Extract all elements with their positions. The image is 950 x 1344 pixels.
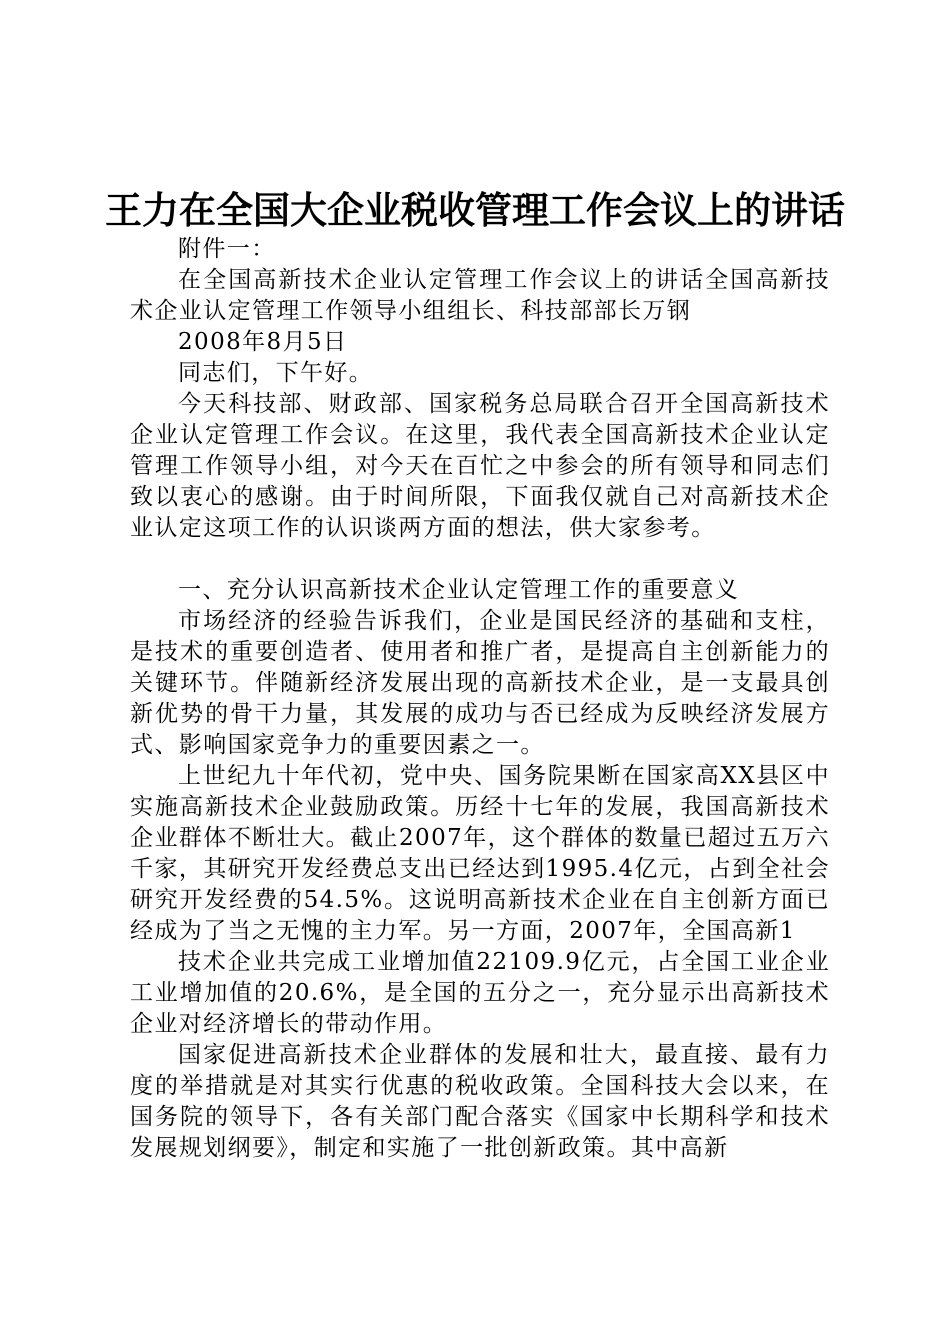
speech-date: 2008年8月5日	[178, 329, 348, 355]
paragraph-3: 技术企业共完成工业增加值22109.9亿元，占全国工业企业工业增加值的20.6%，是全国的五分之一，充分显示出高新技术企业对经济增长的带动作用。	[130, 949, 830, 1037]
speech-heading: 在全国高新技术企业认定管理工作会议上的讲话全国高新技术企业认定管理工作领导小组组长、科技部部长万钢	[130, 267, 830, 324]
document-body	[130, 234, 830, 1164]
paragraph-2: 上世纪九十年代初，党中央、国务院果断在国家高XX县区中实施高新技术企业鼓励政策。历经十七年的发展，我国高新技术企业群体不断壮大。截止2007年，这个群体的数量已超过五万六千家，其研究开发经费总支出已经达到1995.4亿元，占到全社会研究开发经费的54.5%。这说明高新技术企业在自主创新方面已经成为了当之无愧的主力军。另一方面，2007年，全国高新1	[130, 763, 830, 944]
paragraph-gap	[130, 544, 830, 575]
section-one-heading: 一、充分认识高新技术企业认定管理工作的重要意义	[178, 577, 740, 603]
attachment-label: 附件一：	[178, 236, 276, 262]
paragraph-1: 市场经济的经验告诉我们，企业是国民经济的基础和支柱，是技术的重要创造者、使用者和推广者，是提高自主创新能力的关键环节。伴随新经济发展出现的高新技术企业，是一支最具创新优势的骨干力量，其发展的成功与否已经成为反映经济发展方式、影响国家竞争力的重要因素之一。	[130, 608, 830, 758]
document-title: 王力在全国大企业税收管理工作会议上的讲话	[105, 188, 845, 232]
paragraph-4: 国家促进高新技术企业群体的发展和壮大，最直接、最有力度的举措就是对其实行优惠的税收政策。全国科技大会以来，在国务院的领导下，各有关部门配合落实《国家中长期科学和技术发展规划纲要》，制定和实施了一批创新政策。其中高新	[130, 1042, 830, 1161]
greeting: 同志们，下午好。	[178, 360, 374, 386]
intro-paragraph: 今天科技部、财政部、国家税务总局联合召开全国高新技术企业认定管理工作会议。在这里，我代表全国高新技术企业认定管理工作领导小组，对今天在百忙之中参会的所有领导和同志们致以衷心的感谢。由于时间所限，下面我仅就自己对高新技术企业认定这项工作的认识谈两方面的想法，供大家参考。	[130, 391, 830, 541]
